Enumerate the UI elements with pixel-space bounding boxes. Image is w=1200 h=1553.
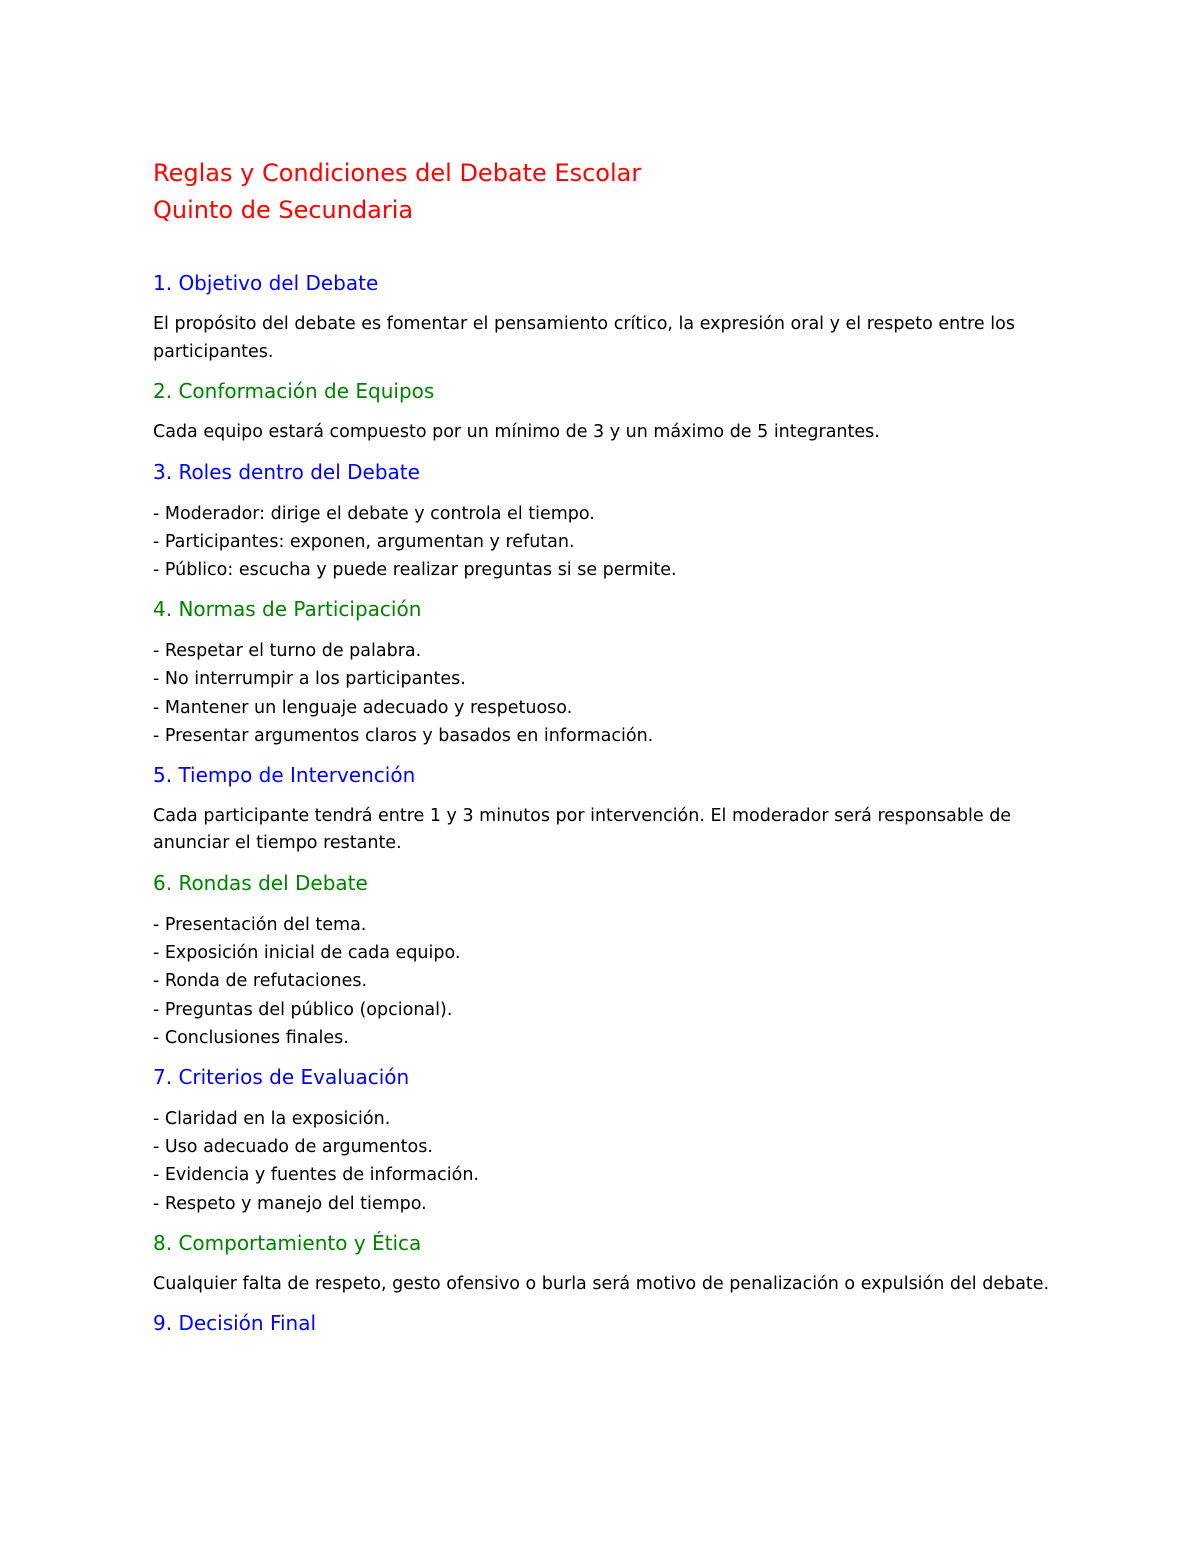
list-item: - Participantes: exponen, argumentan y refutan. (153, 531, 575, 552)
list-item: - Mantener un lenguaje adecuado y respetuoso. (153, 697, 573, 718)
list-item: - Presentación del tema. (153, 914, 367, 935)
section-comportamiento (153, 1229, 1073, 1299)
roles-list (153, 500, 1073, 585)
list-item: - Uso adecuado de argumentos. (153, 1137, 433, 1158)
section-paragraph: El propósito del debate es fomentar el pensamiento crítico, la expresión oral y el respeto entre los participantes. (153, 314, 1015, 362)
rondas-list (153, 911, 1073, 1052)
list-item: - Exposición inicial de cada equipo. (153, 943, 461, 964)
title-block (153, 155, 1073, 229)
normas-list (153, 637, 1073, 750)
list-item: - Conclusiones finales. (153, 1027, 349, 1048)
list-item: - Claridad en la exposición. (153, 1108, 391, 1129)
document-title: Reglas y Condiciones del Debate Escolar (153, 159, 642, 187)
section-heading: 4. Normas de Participación (153, 597, 422, 622)
section-criterios (153, 1063, 1073, 1218)
list-item: - Ronda de refutaciones. (153, 971, 368, 992)
document-subtitle: Quinto de Secundaria (153, 196, 414, 224)
list-item: - No interrumpir a los participantes. (153, 669, 466, 690)
section-roles (153, 458, 1073, 585)
list-item: - Respeto y manejo del tiempo. (153, 1193, 427, 1214)
section-heading: 1. Objetivo del Debate (153, 271, 379, 295)
list-item: - Moderador: dirige el debate y controla el tiempo. (153, 503, 595, 524)
section-paragraph: Cualquier falta de respeto, gesto ofensivo o burla será motivo de penalización o expulsión del debate. (153, 1273, 1050, 1294)
section-heading: 2. Conformación de Equipos (153, 379, 435, 403)
section-decision (153, 1309, 1073, 1337)
section-heading: 5. Tiempo de Intervención (153, 762, 416, 787)
section-equipos (153, 377, 1073, 447)
section-heading: 8. Comportamiento y Ética (153, 1230, 422, 1255)
document-page (153, 155, 1073, 1351)
section-tiempo (153, 761, 1073, 858)
criterios-list (153, 1105, 1073, 1218)
section-normas (153, 595, 1073, 750)
list-item: - Evidencia y fuentes de información. (153, 1165, 479, 1186)
section-heading: 3. Roles dentro del Debate (153, 459, 420, 484)
section-paragraph: Cada participante tendrá entre 1 y 3 minutos por intervención. El moderador será responsable de anunciar el tiempo restante. (153, 805, 1012, 854)
section-heading: 9. Decisión Final (153, 1311, 317, 1336)
list-item: - Público: escucha y puede realizar preguntas si se permite. (153, 559, 677, 580)
section-rondas (153, 869, 1073, 1052)
section-objetivo (153, 269, 1073, 366)
section-paragraph: Cada equipo estará compuesto por un mínimo de 3 y un máximo de 5 integrantes. (153, 422, 880, 442)
list-item: - Preguntas del público (opcional). (153, 999, 453, 1020)
section-heading: 6. Rondas del Debate (153, 870, 368, 895)
section-heading: 7. Criterios de Evaluación (153, 1064, 410, 1089)
list-item: - Respetar el turno de palabra. (153, 641, 422, 662)
list-item: - Presentar argumentos claros y basados en información. (153, 725, 654, 746)
